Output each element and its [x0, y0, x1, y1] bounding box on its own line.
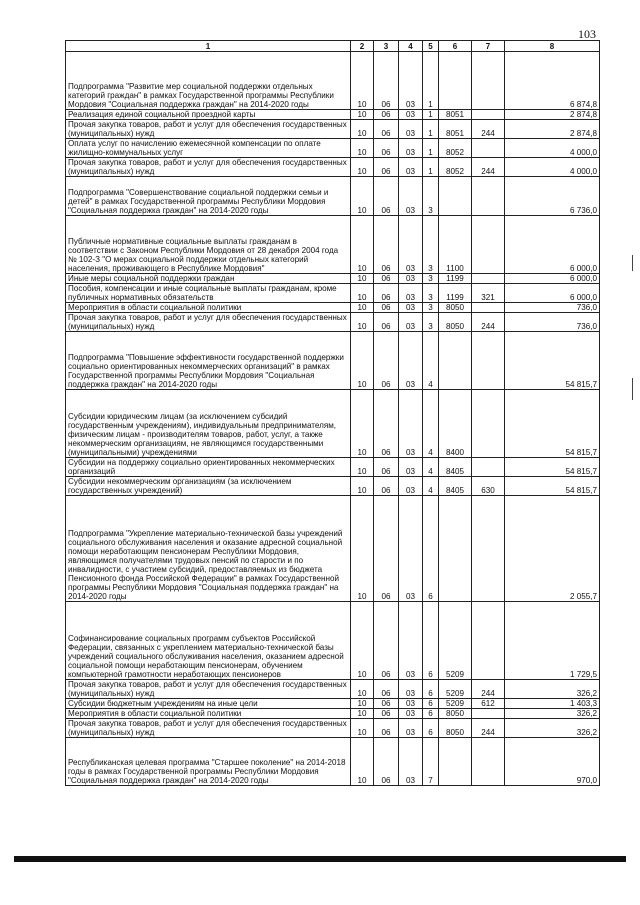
cell-code: 10 [351, 274, 374, 284]
cell-code [439, 496, 472, 602]
cell-code: 03 [399, 699, 423, 709]
cell-code: 321 [472, 284, 505, 303]
cell-code [472, 177, 505, 216]
cell-amount: 1 729,5 [505, 602, 600, 680]
cell-code: 06 [374, 303, 399, 313]
cell-code: 1199 [439, 284, 472, 303]
cell-amount: 2 055,7 [505, 496, 600, 602]
cell-amount: 54 815,7 [505, 458, 600, 477]
cell-code: 6 [423, 496, 439, 602]
cell-amount: 736,0 [505, 303, 600, 313]
table-row [66, 52, 600, 110]
cell-code: 03 [399, 158, 423, 177]
header-cell: 7 [472, 41, 505, 52]
cell-code: 1 [423, 120, 439, 139]
cell-code: 03 [399, 602, 423, 680]
cell-code: 8400 [439, 390, 472, 458]
cell-code [472, 332, 505, 390]
cell-code: 8052 [439, 139, 472, 158]
cell-code: 10 [351, 709, 374, 719]
cell-code: 244 [472, 313, 505, 332]
cell-name: Иные меры социальной поддержки граждан [66, 274, 351, 284]
header-cell: 2 [351, 41, 374, 52]
cell-name: Пособия, компенсации и иные социальные выплаты гражданам, кроме публичных нормативных обязательств [66, 284, 351, 303]
header-cell: 5 [423, 41, 439, 52]
cell-code: 10 [351, 719, 374, 738]
cell-name: Субсидии на поддержку социально ориентированных некоммерческих организаций [66, 458, 351, 477]
cell-code: 630 [472, 477, 505, 496]
cell-code: 10 [351, 313, 374, 332]
table-row [66, 216, 600, 274]
cell-code [472, 110, 505, 120]
cell-code: 03 [399, 332, 423, 390]
table-row [66, 709, 600, 719]
cell-amount: 6 000,0 [505, 274, 600, 284]
cell-code: 03 [399, 709, 423, 719]
cell-code: 244 [472, 719, 505, 738]
cell-code: 8050 [439, 709, 472, 719]
cell-code: 10 [351, 738, 374, 786]
scan-margin-mark [632, 378, 633, 400]
cell-code: 03 [399, 680, 423, 699]
cell-code: 8405 [439, 477, 472, 496]
cell-code: 8052 [439, 158, 472, 177]
cell-code: 03 [399, 496, 423, 602]
cell-code: 03 [399, 477, 423, 496]
cell-code: 10 [351, 158, 374, 177]
cell-code: 06 [374, 52, 399, 110]
cell-code: 03 [399, 313, 423, 332]
cell-code: 06 [374, 390, 399, 458]
cell-code: 03 [399, 52, 423, 110]
cell-amount: 736,0 [505, 313, 600, 332]
cell-name: Подпрограмма "Укрепление материально-технической базы учреждений социального обслуживания населения и оказание адресной социальной помощи неработающим пенсионерам Республики Мордовия, являющимся получателями трудовых пенсий по старости и по инвалидности, с участием субсидий, предоставляемых из бюджета Пенсионного фонда Российской Федерации" в рамках Государственной программы Республики Мордовия "Социальная поддержка граждан" на 2014-2020 годы [66, 496, 351, 602]
cell-name: Прочая закупка товаров, работ и услуг для обеспечения государственных (муниципальных) нужд [66, 680, 351, 699]
cell-name: Реализация единой социальной проездной карты [66, 110, 351, 120]
cell-code: 06 [374, 458, 399, 477]
cell-code: 06 [374, 719, 399, 738]
cell-code: 10 [351, 602, 374, 680]
cell-code: 3 [423, 313, 439, 332]
cell-code: 8051 [439, 110, 472, 120]
header-cell: 8 [505, 41, 600, 52]
cell-name: Субсидии некоммерческим организациям (за исключением государственных учреждений) [66, 477, 351, 496]
cell-code [472, 390, 505, 458]
cell-code: 4 [423, 332, 439, 390]
cell-code [439, 332, 472, 390]
cell-name: Мероприятия в области социальной политики [66, 303, 351, 313]
cell-code [472, 602, 505, 680]
cell-code: 03 [399, 216, 423, 274]
cell-code: 10 [351, 284, 374, 303]
cell-code [472, 216, 505, 274]
table-row [66, 477, 600, 496]
table-row [66, 719, 600, 738]
cell-code [439, 177, 472, 216]
cell-code: 03 [399, 139, 423, 158]
table-row [66, 139, 600, 158]
table-row [66, 274, 600, 284]
cell-code: 8051 [439, 120, 472, 139]
cell-code: 06 [374, 158, 399, 177]
cell-code: 3 [423, 216, 439, 274]
header-cell: 3 [374, 41, 399, 52]
cell-amount: 6 736,0 [505, 177, 600, 216]
scan-margin-mark [632, 255, 633, 271]
cell-amount: 2 874,8 [505, 110, 600, 120]
cell-amount: 326,2 [505, 719, 600, 738]
cell-amount: 54 815,7 [505, 332, 600, 390]
cell-code: 06 [374, 709, 399, 719]
cell-code [472, 52, 505, 110]
header-row [66, 41, 600, 52]
cell-code: 06 [374, 139, 399, 158]
cell-code: 10 [351, 216, 374, 274]
cell-code: 03 [399, 284, 423, 303]
table-row [66, 158, 600, 177]
cell-name: Подпрограмма "Совершенствование социальной поддержки семьи и детей" в рамках Государственной программы Республики Мордовия "Социальная поддержка граждан" на 2014-2020 годы [66, 177, 351, 216]
cell-code: 06 [374, 496, 399, 602]
cell-amount: 326,2 [505, 709, 600, 719]
cell-code [472, 274, 505, 284]
cell-name: Прочая закупка товаров, работ и услуг для обеспечения государственных (муниципальных) нужд [66, 158, 351, 177]
cell-code: 03 [399, 738, 423, 786]
cell-name: Публичные нормативные социальные выплаты гражданам в соответствии с Законом Республики Мордовия от 28 декабря 2004 года № 102-З "О мерах социальной поддержки отдельных категорий населения, проживающего в Республике Мордовия" [66, 216, 351, 274]
cell-code: 1 [423, 158, 439, 177]
cell-code: 06 [374, 313, 399, 332]
cell-code: 5209 [439, 602, 472, 680]
cell-amount: 1 403,3 [505, 699, 600, 709]
header-cell: 6 [439, 41, 472, 52]
cell-code: 03 [399, 110, 423, 120]
cell-amount: 326,2 [505, 680, 600, 699]
cell-code: 6 [423, 699, 439, 709]
cell-code: 244 [472, 158, 505, 177]
cell-code [472, 496, 505, 602]
cell-code: 10 [351, 139, 374, 158]
cell-code [439, 738, 472, 786]
cell-name: Софинансирование социальных программ субъектов Российской Федерации, связанных с укреплением материально-технической базы учреждений социального обслуживания населения, оказанием адресной социальной помощи неработающим пенсионерам, обучением компьютерной грамотности неработающих пенсионеров [66, 602, 351, 680]
cell-code: 8050 [439, 719, 472, 738]
cell-name: Оплата услуг по начислению ежемесячной компенсации по оплате жилищно-коммунальных услуг [66, 139, 351, 158]
table-row [66, 332, 600, 390]
cell-amount: 970,0 [505, 738, 600, 786]
cell-amount: 54 815,7 [505, 390, 600, 458]
cell-code [472, 458, 505, 477]
cell-code: 06 [374, 477, 399, 496]
cell-code: 03 [399, 458, 423, 477]
cell-code: 06 [374, 699, 399, 709]
cell-code: 10 [351, 496, 374, 602]
cell-code: 244 [472, 120, 505, 139]
cell-name: Прочая закупка товаров, работ и услуг для обеспечения государственных (муниципальных) нужд [66, 719, 351, 738]
cell-code: 4 [423, 477, 439, 496]
table-row [66, 284, 600, 303]
cell-code: 06 [374, 110, 399, 120]
cell-code: 8405 [439, 458, 472, 477]
cell-code: 10 [351, 680, 374, 699]
cell-amount: 4 000,0 [505, 139, 600, 158]
cell-code: 06 [374, 602, 399, 680]
cell-code: 06 [374, 284, 399, 303]
table-row [66, 602, 600, 680]
cell-code [472, 303, 505, 313]
cell-code: 10 [351, 52, 374, 110]
table-row [66, 303, 600, 313]
cell-code: 03 [399, 120, 423, 139]
cell-code: 10 [351, 110, 374, 120]
cell-code: 03 [399, 390, 423, 458]
cell-code: 1199 [439, 274, 472, 284]
cell-code: 3 [423, 274, 439, 284]
table-row [66, 177, 600, 216]
cell-code: 10 [351, 120, 374, 139]
cell-code: 10 [351, 477, 374, 496]
cell-code: 1 [423, 139, 439, 158]
cell-code: 10 [351, 458, 374, 477]
cell-code: 06 [374, 738, 399, 786]
cell-code: 10 [351, 390, 374, 458]
cell-amount: 6 874,8 [505, 52, 600, 110]
cell-code: 10 [351, 177, 374, 216]
cell-code: 06 [374, 120, 399, 139]
scan-bottom-bar [14, 856, 626, 862]
cell-code [439, 52, 472, 110]
cell-code: 06 [374, 332, 399, 390]
cell-code: 8050 [439, 313, 472, 332]
cell-code [472, 738, 505, 786]
cell-code: 10 [351, 303, 374, 313]
cell-code: 1100 [439, 216, 472, 274]
page-number: 103 [578, 27, 596, 41]
cell-code: 03 [399, 274, 423, 284]
cell-code: 8050 [439, 303, 472, 313]
cell-code: 06 [374, 274, 399, 284]
cell-code: 5209 [439, 699, 472, 709]
table-row [66, 458, 600, 477]
cell-code: 06 [374, 216, 399, 274]
cell-name: Прочая закупка товаров, работ и услуг для обеспечения государственных (муниципальных) нужд [66, 313, 351, 332]
cell-code [472, 139, 505, 158]
cell-amount: 54 815,7 [505, 477, 600, 496]
cell-amount: 4 000,0 [505, 158, 600, 177]
cell-code: 03 [399, 177, 423, 216]
cell-amount: 6 000,0 [505, 284, 600, 303]
table-row [66, 390, 600, 458]
table-row [66, 313, 600, 332]
cell-code: 6 [423, 719, 439, 738]
cell-code: 1 [423, 110, 439, 120]
table-row [66, 680, 600, 699]
cell-code: 5209 [439, 680, 472, 699]
cell-code: 10 [351, 699, 374, 709]
cell-name: Субсидии бюджетным учреждениям на иные цели [66, 699, 351, 709]
cell-amount: 2 874,8 [505, 120, 600, 139]
cell-name: Подпрограмма "Повышение эффективности государственной поддержки социально ориентированных некоммерческих организаций" в рамках Государственной программы Республики Мордовия "Социальная поддержка граждан" на 2014-2020 годы [66, 332, 351, 390]
cell-code: 06 [374, 177, 399, 216]
cell-code: 06 [374, 680, 399, 699]
cell-code: 3 [423, 303, 439, 313]
table-row [66, 496, 600, 602]
cell-code: 612 [472, 699, 505, 709]
cell-name: Субсидии юридическим лицам (за исключением субсидий государственным учреждениям), индивидуальным предпринимателям, физическим лицам - производителям товаров, работ, услуг, а также некоммерческим организациям, не являющимся государственными (муниципальными) учреждениями [66, 390, 351, 458]
header-cell: 4 [399, 41, 423, 52]
cell-code: 4 [423, 458, 439, 477]
table-row [66, 738, 600, 786]
cell-name: Республиканская целевая программа "Старшее поколение" на 2014-2018 годы в рамках Государственной программы Республики Мордовия "Социальная поддержка граждан" на 2014-2020 годы [66, 738, 351, 786]
table-row [66, 120, 600, 139]
cell-code: 3 [423, 284, 439, 303]
cell-code [472, 709, 505, 719]
cell-code: 03 [399, 303, 423, 313]
cell-code: 6 [423, 602, 439, 680]
cell-name: Мероприятия в области социальной политики [66, 709, 351, 719]
cell-code: 3 [423, 177, 439, 216]
table-row [66, 110, 600, 120]
cell-code: 4 [423, 390, 439, 458]
budget-table [65, 40, 600, 786]
header-cell: 1 [66, 41, 351, 52]
cell-name: Прочая закупка товаров, работ и услуг для обеспечения государственных (муниципальных) нужд [66, 120, 351, 139]
cell-code: 03 [399, 719, 423, 738]
cell-name: Подпрограмма "Развитие мер социальной поддержки отдельных категорий граждан" в рамках Государственной программы Республики Мордовия "Социальная поддержка граждан" на 2014-2020 годы [66, 52, 351, 110]
cell-code: 1 [423, 52, 439, 110]
cell-code: 244 [472, 680, 505, 699]
cell-code: 6 [423, 709, 439, 719]
table-row [66, 699, 600, 709]
cell-code: 7 [423, 738, 439, 786]
cell-code: 6 [423, 680, 439, 699]
cell-amount: 6 000,0 [505, 216, 600, 274]
cell-code: 10 [351, 332, 374, 390]
